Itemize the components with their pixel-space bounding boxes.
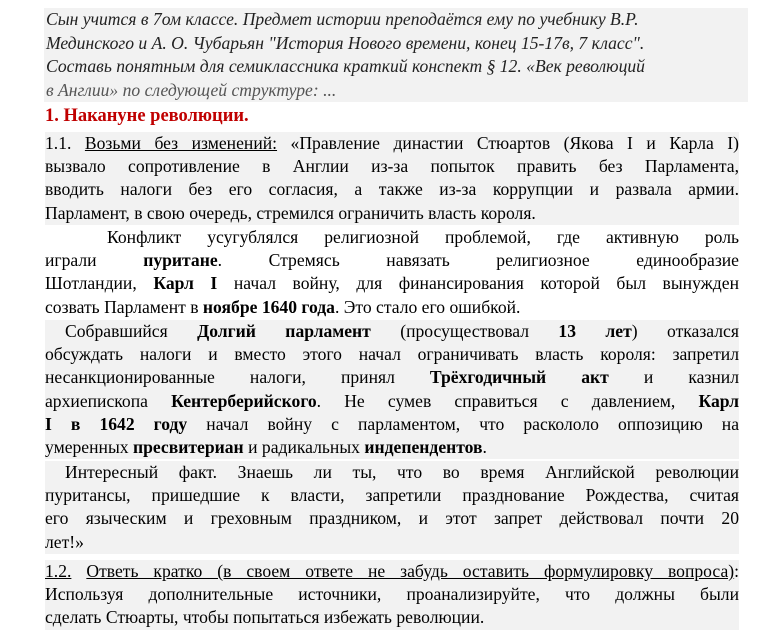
paragraph-2: Конфликт усугублялся религиозной проблемой, где активную роль играли пуритане. Стремясь навязать религиозное единообразие Шотландии, Карл I начал войну, для финансирования которой был вынужден созвать Парламент в ноябре 1640 года. Это стало его ошибкой. <box>45 227 739 317</box>
prompt-line: Сын учится в 7ом классе. Предмет истории преподаётся ему по учебнику В.Р. <box>46 9 639 29</box>
paragraph-1: 1.1. Возьми без изменений: «Правление династии Стюартов (Якова I и Карла I) вызвало сопротивление в Англии из-за попыток править без Парламента, вводить налоги без его согласия, а также из-за коррупции и развала армии. Парламент, в свою очередь, стремился ограничить власть короля. <box>45 132 739 225</box>
prompt-line: Составь понятным для семиклассника краткий конспект § 12. «Век революций <box>46 56 645 76</box>
paragraph-1-2: 1.2. Ответь кратко (в своем ответе не забудь оставить формулировку вопроса): Используя дополнительные источники, проанализируйте, что должны были сделать Стюарты, чтобы попытаться избежать революции. <box>45 560 739 630</box>
item-number: 1.2. <box>45 561 72 581</box>
paragraph-3: Собравшийся Долгий парламент (просуществовал 13 лет) отказался обсуждать налоги и вместо этого начал ограничивать власть короля: запретил несанкционированные налоги, принял Трёхгодичный акт и казнил архиепископа Кентерберийского. Не сумев справиться с давлением, Карл I в 1642 году начал войну с парламентом, что раскололо оппозицию на умеренных пресвитериан и радикальных индепендентов. <box>45 320 739 459</box>
instruction: Возьми без изменений: <box>84 133 278 153</box>
prompt-line: в Англии» по следующей структуре: ... <box>46 79 337 100</box>
section-heading: 1. Накануне революции. <box>45 106 249 126</box>
prompt-line: Мединского и А. О. Чубарьян "История Нового времени, конец 15-17в, 7 класс". <box>46 32 645 53</box>
instruction: Ответь кратко (в своем ответе не забудь оставить формулировку вопроса) <box>86 561 735 581</box>
paragraph-4: Интересный факт. Знаешь ли ты, что во время Английской революции пуритансы, пришедшие к власти, запретили празднование Рождества, считая его языческим и греховным праздником, и этот запрет действовал почти 20 лет!» <box>45 461 739 554</box>
item-number: 1.1. <box>45 133 72 153</box>
prompt-block <box>44 8 748 102</box>
